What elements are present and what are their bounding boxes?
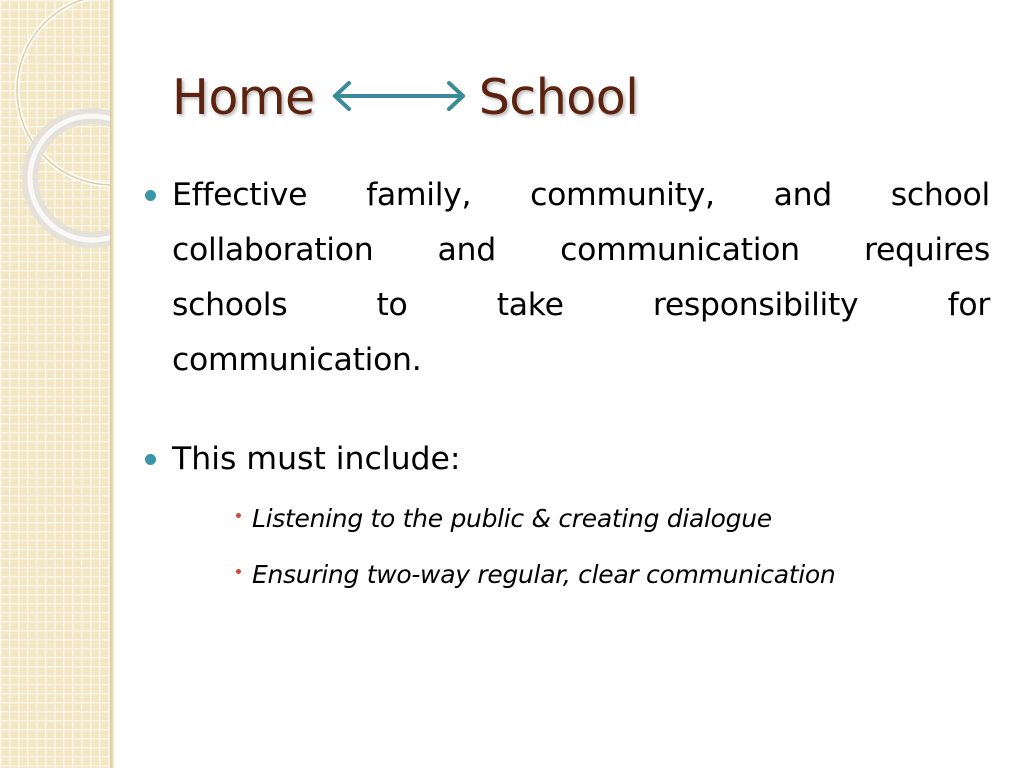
double-arrow-icon [329, 69, 469, 126]
bullet-line: schools to take responsibility for [172, 287, 990, 323]
decorative-rings-icon [0, 0, 110, 768]
bullet-item [140, 432, 990, 487]
bullet-text [172, 168, 990, 388]
sub-bullet-text: Listening to the public & creating dialogue [252, 504, 772, 533]
bullet-line: collaboration and communication requires [172, 232, 990, 268]
bullet-text: This must include: [172, 441, 461, 477]
slide-title [172, 62, 638, 132]
slide-body [140, 168, 990, 603]
sidebar-divider [110, 0, 115, 768]
sub-bullet-list [140, 491, 990, 603]
title-school: School [478, 68, 639, 126]
decorative-sidebar [0, 0, 110, 768]
sub-bullet-dot-icon [236, 513, 241, 518]
bullet-line: Effective family, community, and school [172, 177, 990, 213]
sub-bullet-item [236, 547, 990, 603]
sub-bullet-item [236, 491, 990, 547]
bullet-line: communication. [172, 342, 422, 378]
bullet-dot-icon [145, 190, 156, 201]
bullet-dot-icon [145, 454, 156, 465]
bullet-item [140, 168, 990, 388]
title-home: Home [172, 68, 315, 126]
sub-bullet-dot-icon [236, 569, 241, 574]
sub-bullet-text: Ensuring two-way regular, clear communication [252, 560, 836, 589]
